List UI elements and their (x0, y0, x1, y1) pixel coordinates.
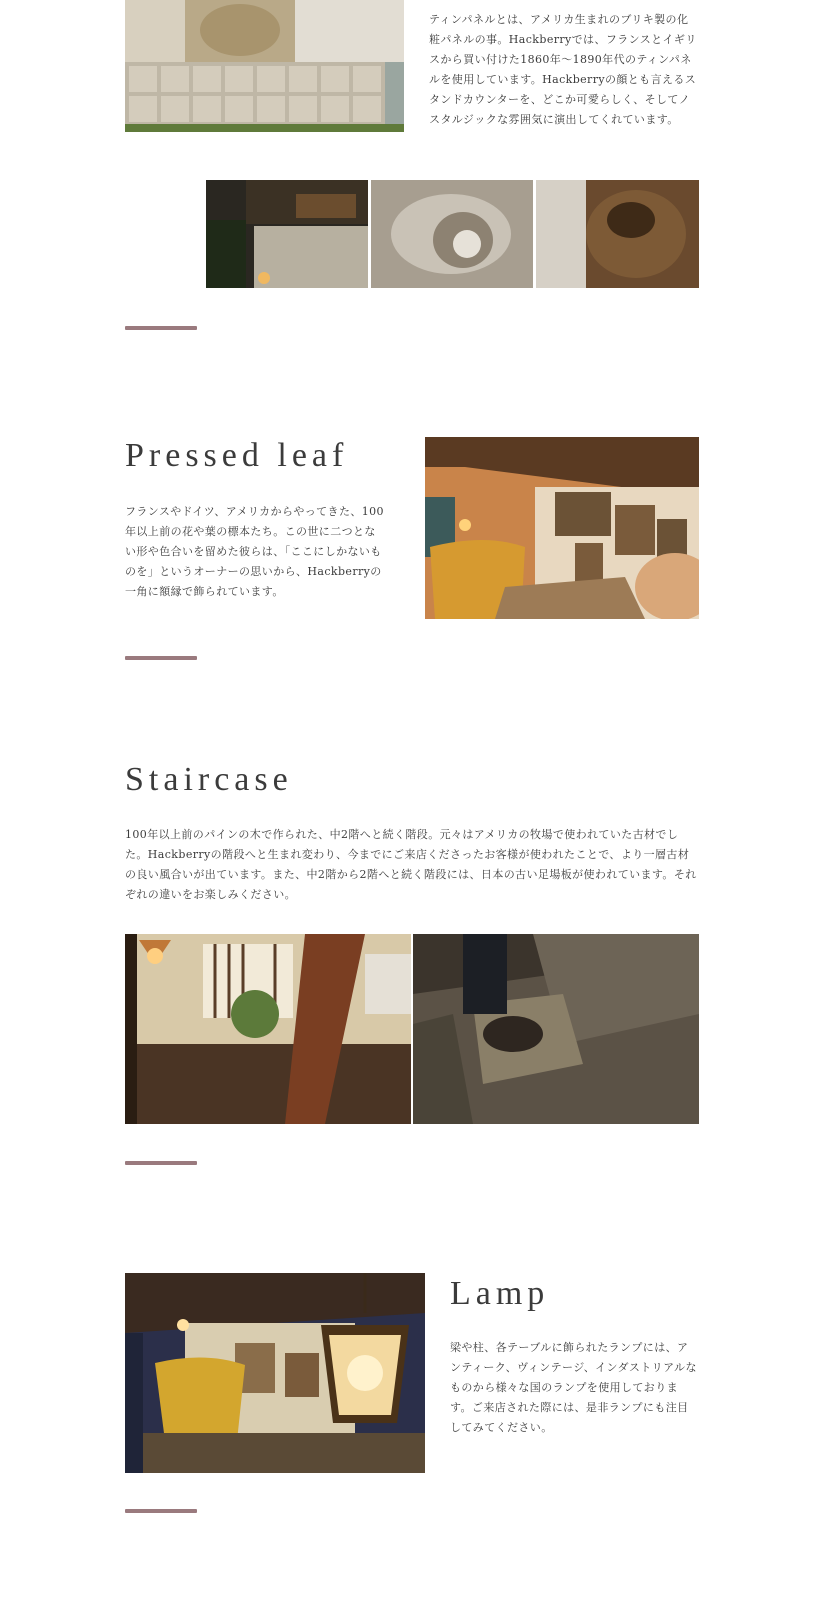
tin-panel-detail-photo-2 (536, 180, 699, 288)
tin-panel-detail-photo-1 (371, 180, 533, 288)
section-divider (125, 656, 197, 660)
staircase-description: 100年以上前のパインの木で作られた、中2階へと続く階段。元々はアメリカの牧場で使われていた古材でした。Hackberryの階段へと生まれ変わり、今までにご来店くださったお客様が使われたことで、より一層古材の良い風合いが出ています。また、中2階から2階へと続く階段には、日本の古い足場板が使われています。それぞれの違いをお楽しみください。 (125, 828, 697, 901)
lamp-description: 梁や柱、各テーブルに飾られたランプには、アンティーク、ヴィンテージ、インダストリアルなものから様々な国のランプを使用しております。ご来店された際には、是非ランプにも注目してみてください。 (450, 1341, 697, 1434)
lamp-heading: Lamp (450, 1275, 550, 1312)
section-divider (125, 1161, 197, 1165)
staircase-heading: Staircase (125, 761, 293, 798)
pressed-leaf-description: フランスやドイツ、アメリカからやってきた、100年以上前の花や葉の標本たち。この世に二つとない形や色合いを留めた彼らは、「ここにしかないものを」というオーナーの思いから、Hackberryの一角に額縁で飾られています。 (125, 505, 384, 598)
staircase-photo-2 (413, 934, 699, 1124)
section-divider (125, 326, 197, 330)
section-divider (125, 1509, 197, 1513)
lamp-photo (125, 1273, 425, 1473)
tin-panel-wall-photo (125, 0, 404, 132)
tin-panel-description: ティンパネルとは、アメリカ生まれのブリキ製の化粧パネルの事。Hackberryでは、フランスとイギリスから買い付けた1860年～1890年代のティンパネルを使用しています。Hackberryの顔とも言えるスタンドカウンターを、どこか可愛らしく、そしてノスタルジックな雰囲気に演出してくれています。 (429, 13, 697, 126)
tin-panel-counter-photo (206, 180, 368, 288)
staircase-photo-1 (125, 934, 411, 1124)
pressed-leaf-heading: Pressed leaf (125, 437, 349, 474)
pressed-leaf-photo (425, 437, 699, 619)
